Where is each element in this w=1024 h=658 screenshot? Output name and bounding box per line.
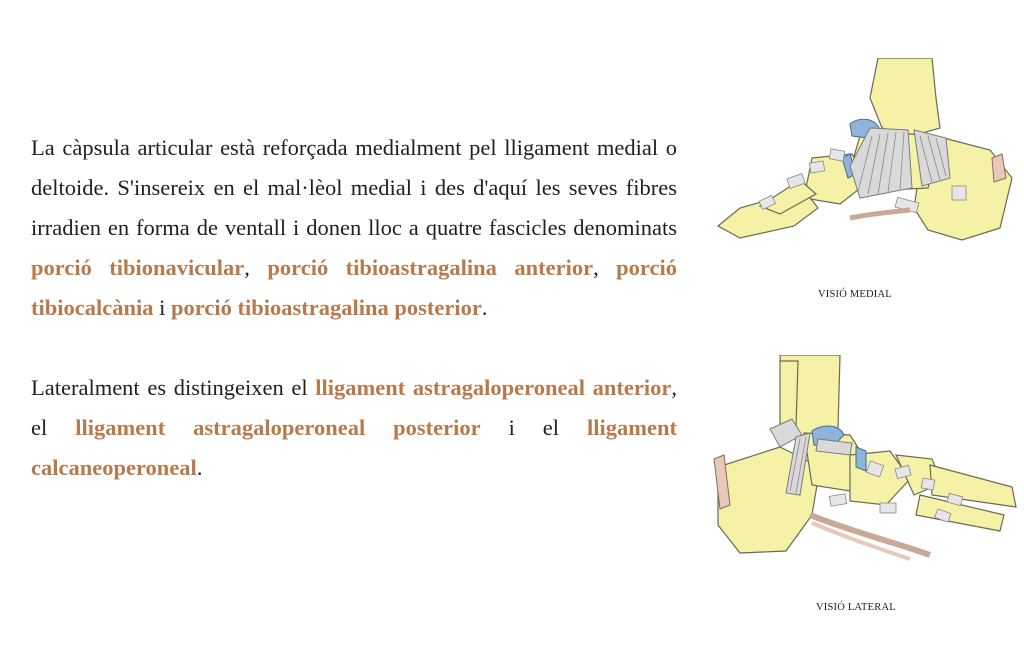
lateral-view-caption: VISIÓ LATERAL bbox=[816, 602, 896, 613]
paragraph-lateral-ligaments bbox=[31, 368, 677, 488]
text-run: i bbox=[153, 295, 172, 320]
term-calcaneoperoneal: lligament calcaneoperoneal bbox=[31, 415, 677, 480]
lateral-view-illustration bbox=[700, 355, 1024, 570]
text-run: i el bbox=[480, 415, 587, 440]
text-run: , bbox=[593, 255, 617, 280]
text-run: . bbox=[481, 295, 488, 320]
term-tibioastragalina-posterior: porció tibioastragalina posterior bbox=[171, 295, 482, 320]
term-tibioastragalina-anterior: porció tibioastragalina anterior bbox=[267, 255, 594, 280]
article-text bbox=[31, 128, 677, 488]
text-run: , el bbox=[31, 375, 677, 440]
term-tibionavicular: porció tibionavicular bbox=[31, 255, 245, 280]
medial-view-illustration bbox=[700, 58, 1024, 248]
text-run: , bbox=[244, 255, 268, 280]
text-run: . bbox=[196, 455, 203, 480]
term-astragaloperoneal-anterior: lligament astragaloperoneal anterior bbox=[315, 375, 672, 400]
medial-view-caption: VISIÓ MEDIAL bbox=[818, 289, 892, 300]
term-astragaloperoneal-posterior: lligament astragaloperoneal posterior bbox=[75, 415, 481, 440]
text-run: Lateralment es distingeixen el bbox=[31, 375, 316, 400]
term-tibiocalcania: porció tibiocalcània bbox=[31, 255, 678, 320]
paragraph-medial-ligament bbox=[31, 128, 677, 328]
text-run: La càpsula articular està reforçada medialment pel lligament medial o deltoide. S'insereix en el mal·lèol medial i des d'aquí les seves fibres irradien en forma de ventall i donen lloc a quatre fascicles denominats bbox=[31, 135, 677, 240]
